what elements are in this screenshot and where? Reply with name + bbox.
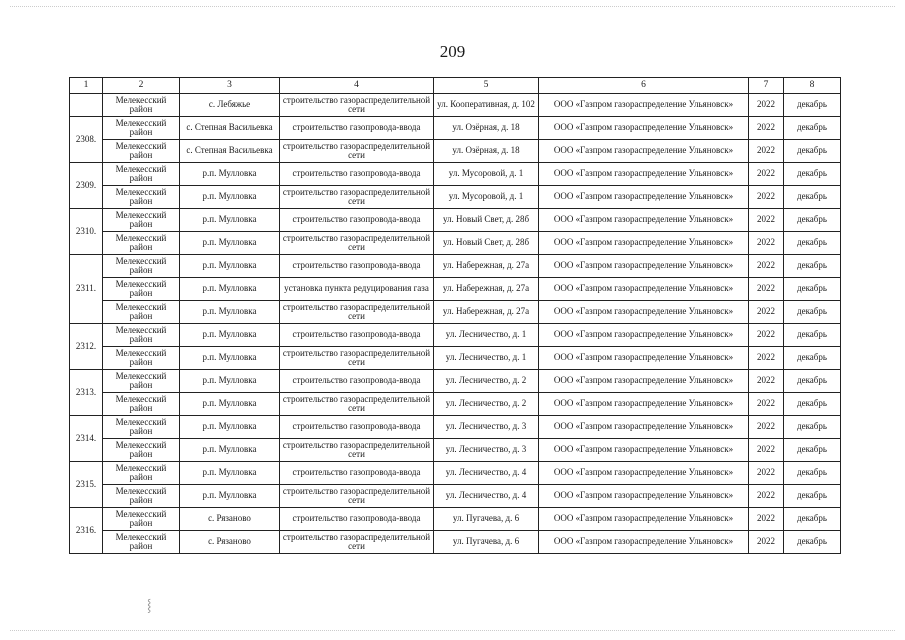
year-cell: 2022 bbox=[749, 393, 784, 416]
work-type-cell: строительство газопровода-ввода bbox=[280, 209, 434, 232]
header-col-3: 3 bbox=[180, 78, 280, 94]
year-cell: 2022 bbox=[749, 370, 784, 393]
locality-cell: с. Лебяжье bbox=[180, 94, 280, 117]
address-cell: ул. Озёрная, д. 18 bbox=[434, 140, 539, 163]
page-number: 209 bbox=[439, 42, 466, 61]
header-col-8: 8 bbox=[784, 78, 841, 94]
year-cell: 2022 bbox=[749, 439, 784, 462]
organization-cell: ООО «Газпром газораспределение Ульяновск» bbox=[539, 301, 749, 324]
table-row bbox=[70, 416, 841, 439]
header-col-7: 7 bbox=[749, 78, 784, 94]
work-type-cell: строительство газопровода-ввода bbox=[280, 255, 434, 278]
table-row bbox=[70, 393, 841, 416]
organization-cell: ООО «Газпром газораспределение Ульяновск» bbox=[539, 462, 749, 485]
year-cell: 2022 bbox=[749, 186, 784, 209]
work-type-cell: строительство газораспределительной сети bbox=[280, 393, 434, 416]
header-col-5: 5 bbox=[434, 78, 539, 94]
gas-works-table bbox=[69, 77, 841, 554]
header-col-1: 1 bbox=[70, 78, 103, 94]
month-cell: декабрь bbox=[784, 508, 841, 531]
year-cell: 2022 bbox=[749, 163, 784, 186]
year-cell: 2022 bbox=[749, 209, 784, 232]
locality-cell: р.п. Мулловка bbox=[180, 278, 280, 301]
organization-cell: ООО «Газпром газораспределение Ульяновск» bbox=[539, 416, 749, 439]
table-row bbox=[70, 255, 841, 278]
month-cell: декабрь bbox=[784, 163, 841, 186]
locality-cell: р.п. Мулловка bbox=[180, 232, 280, 255]
month-cell: декабрь bbox=[784, 301, 841, 324]
month-cell: декабрь bbox=[784, 393, 841, 416]
scan-edge-bottom bbox=[10, 630, 895, 631]
district-cell: Мелекесский район bbox=[103, 462, 180, 485]
district-cell: Мелекесский район bbox=[103, 324, 180, 347]
item-number-cell: 2314. bbox=[70, 416, 103, 462]
locality-cell: р.п. Мулловка bbox=[180, 416, 280, 439]
organization-cell: ООО «Газпром газораспределение Ульяновск» bbox=[539, 163, 749, 186]
year-cell: 2022 bbox=[749, 324, 784, 347]
work-type-cell: установка пункта редуцирования газа bbox=[280, 278, 434, 301]
district-cell: Мелекесский район bbox=[103, 186, 180, 209]
item-number-cell: 2313. bbox=[70, 370, 103, 416]
district-cell: Мелекесский район bbox=[103, 531, 180, 554]
table-row bbox=[70, 94, 841, 117]
district-cell: Мелекесский район bbox=[103, 439, 180, 462]
table-row bbox=[70, 462, 841, 485]
district-cell: Мелекесский район bbox=[103, 485, 180, 508]
table-row bbox=[70, 439, 841, 462]
table-row bbox=[70, 186, 841, 209]
month-cell: декабрь bbox=[784, 416, 841, 439]
month-cell: декабрь bbox=[784, 347, 841, 370]
locality-cell: р.п. Мулловка bbox=[180, 347, 280, 370]
month-cell: декабрь bbox=[784, 140, 841, 163]
address-cell: ул. Мусоровой, д. 1 bbox=[434, 163, 539, 186]
address-cell: ул. Кооперативная, д. 102 bbox=[434, 94, 539, 117]
district-cell: Мелекесский район bbox=[103, 347, 180, 370]
table-row bbox=[70, 140, 841, 163]
item-number-cell: 2315. bbox=[70, 462, 103, 508]
address-cell: ул. Лесничество, д. 1 bbox=[434, 324, 539, 347]
address-cell: ул. Лесничество, д. 3 bbox=[434, 439, 539, 462]
month-cell: декабрь bbox=[784, 209, 841, 232]
organization-cell: ООО «Газпром газораспределение Ульяновск» bbox=[539, 347, 749, 370]
district-cell: Мелекесский район bbox=[103, 140, 180, 163]
organization-cell: ООО «Газпром газораспределение Ульяновск» bbox=[539, 255, 749, 278]
locality-cell: р.п. Мулловка bbox=[180, 163, 280, 186]
work-type-cell: строительство газораспределительной сети bbox=[280, 485, 434, 508]
table-row bbox=[70, 531, 841, 554]
year-cell: 2022 bbox=[749, 278, 784, 301]
organization-cell: ООО «Газпром газораспределение Ульяновск» bbox=[539, 186, 749, 209]
table-row bbox=[70, 485, 841, 508]
locality-cell: р.п. Мулловка bbox=[180, 324, 280, 347]
work-type-cell: строительство газораспределительной сети bbox=[280, 186, 434, 209]
month-cell: декабрь bbox=[784, 462, 841, 485]
address-cell: ул. Набережная, д. 27а bbox=[434, 255, 539, 278]
year-cell: 2022 bbox=[749, 485, 784, 508]
year-cell: 2022 bbox=[749, 232, 784, 255]
item-number-cell: 2312. bbox=[70, 324, 103, 370]
year-cell: 2022 bbox=[749, 94, 784, 117]
scan-edge-top bbox=[10, 6, 895, 7]
work-type-cell: строительство газораспределительной сети bbox=[280, 140, 434, 163]
district-cell: Мелекесский район bbox=[103, 393, 180, 416]
table-row bbox=[70, 370, 841, 393]
organization-cell: ООО «Газпром газораспределение Ульяновск» bbox=[539, 117, 749, 140]
header-row bbox=[70, 78, 841, 94]
district-cell: Мелекесский район bbox=[103, 94, 180, 117]
address-cell: ул. Пугачева, д. 6 bbox=[434, 508, 539, 531]
address-cell: ул. Новый Свет, д. 28б bbox=[434, 209, 539, 232]
table-row bbox=[70, 209, 841, 232]
year-cell: 2022 bbox=[749, 508, 784, 531]
header-col-2: 2 bbox=[103, 78, 180, 94]
work-type-cell: строительство газораспределительной сети bbox=[280, 94, 434, 117]
month-cell: декабрь bbox=[784, 324, 841, 347]
year-cell: 2022 bbox=[749, 347, 784, 370]
locality-cell: р.п. Мулловка bbox=[180, 370, 280, 393]
month-cell: декабрь bbox=[784, 94, 841, 117]
work-type-cell: строительство газораспределительной сети bbox=[280, 347, 434, 370]
item-number-cell: 2310. bbox=[70, 209, 103, 255]
month-cell: декабрь bbox=[784, 439, 841, 462]
district-cell: Мелекесский район bbox=[103, 117, 180, 140]
item-number-cell: 2316. bbox=[70, 508, 103, 554]
year-cell: 2022 bbox=[749, 462, 784, 485]
address-cell: ул. Лесничество, д. 2 bbox=[434, 370, 539, 393]
table-row bbox=[70, 347, 841, 370]
district-cell: Мелекесский район bbox=[103, 232, 180, 255]
year-cell: 2022 bbox=[749, 255, 784, 278]
district-cell: Мелекесский район bbox=[103, 301, 180, 324]
locality-cell: р.п. Мулловка bbox=[180, 301, 280, 324]
table-row bbox=[70, 278, 841, 301]
work-type-cell: строительство газораспределительной сети bbox=[280, 232, 434, 255]
year-cell: 2022 bbox=[749, 301, 784, 324]
year-cell: 2022 bbox=[749, 416, 784, 439]
month-cell: декабрь bbox=[784, 186, 841, 209]
month-cell: декабрь bbox=[784, 485, 841, 508]
locality-cell: с. Степная Васильевка bbox=[180, 140, 280, 163]
year-cell: 2022 bbox=[749, 140, 784, 163]
address-cell: ул. Лесничество, д. 1 bbox=[434, 347, 539, 370]
month-cell: декабрь bbox=[784, 255, 841, 278]
district-cell: Мелекесский район bbox=[103, 508, 180, 531]
organization-cell: ООО «Газпром газораспределение Ульяновск» bbox=[539, 531, 749, 554]
work-type-cell: строительство газопровода-ввода bbox=[280, 508, 434, 531]
table-row bbox=[70, 301, 841, 324]
month-cell: декабрь bbox=[784, 117, 841, 140]
address-cell: ул. Лесничество, д. 4 bbox=[434, 485, 539, 508]
district-cell: Мелекесский район bbox=[103, 416, 180, 439]
year-cell: 2022 bbox=[749, 117, 784, 140]
locality-cell: с. Рязаново bbox=[180, 508, 280, 531]
organization-cell: ООО «Газпром газораспределение Ульяновск» bbox=[539, 508, 749, 531]
locality-cell: р.п. Мулловка bbox=[180, 393, 280, 416]
locality-cell: р.п. Мулловка bbox=[180, 462, 280, 485]
header-col-6: 6 bbox=[539, 78, 749, 94]
locality-cell: с. Рязаново bbox=[180, 531, 280, 554]
locality-cell: р.п. Мулловка bbox=[180, 209, 280, 232]
month-cell: декабрь bbox=[784, 232, 841, 255]
work-type-cell: строительство газопровода-ввода bbox=[280, 163, 434, 186]
address-cell: ул. Лесничество, д. 4 bbox=[434, 462, 539, 485]
organization-cell: ООО «Газпром газораспределение Ульяновск» bbox=[539, 370, 749, 393]
month-cell: декабрь bbox=[784, 370, 841, 393]
address-cell: ул. Пугачева, д. 6 bbox=[434, 531, 539, 554]
table-row bbox=[70, 324, 841, 347]
address-cell: ул. Набережная, д. 27а bbox=[434, 278, 539, 301]
table-row bbox=[70, 508, 841, 531]
locality-cell: с. Степная Васильевка bbox=[180, 117, 280, 140]
organization-cell: ООО «Газпром газораспределение Ульяновск» bbox=[539, 140, 749, 163]
item-number-cell bbox=[70, 94, 103, 117]
organization-cell: ООО «Газпром газораспределение Ульяновск» bbox=[539, 393, 749, 416]
header-col-4: 4 bbox=[280, 78, 434, 94]
scan-speck: ⸾ bbox=[147, 598, 152, 612]
organization-cell: ООО «Газпром газораспределение Ульяновск» bbox=[539, 278, 749, 301]
address-cell: ул. Мусоровой, д. 1 bbox=[434, 186, 539, 209]
work-type-cell: строительство газопровода-ввода bbox=[280, 416, 434, 439]
address-cell: ул. Лесничество, д. 2 bbox=[434, 393, 539, 416]
address-cell: ул. Лесничество, д. 3 bbox=[434, 416, 539, 439]
table-row bbox=[70, 232, 841, 255]
address-cell: ул. Озёрная, д. 18 bbox=[434, 117, 539, 140]
item-number-cell: 2308. bbox=[70, 117, 103, 163]
work-type-cell: строительство газопровода-ввода bbox=[280, 324, 434, 347]
work-type-cell: строительство газопровода-ввода bbox=[280, 462, 434, 485]
table-row bbox=[70, 163, 841, 186]
work-type-cell: строительство газораспределительной сети bbox=[280, 301, 434, 324]
table-body bbox=[70, 94, 841, 554]
organization-cell: ООО «Газпром газораспределение Ульяновск» bbox=[539, 232, 749, 255]
organization-cell: ООО «Газпром газораспределение Ульяновск» bbox=[539, 94, 749, 117]
address-cell: ул. Набережная, д. 27а bbox=[434, 301, 539, 324]
month-cell: декабрь bbox=[784, 278, 841, 301]
district-cell: Мелекесский район bbox=[103, 163, 180, 186]
locality-cell: р.п. Мулловка bbox=[180, 186, 280, 209]
district-cell: Мелекесский район bbox=[103, 209, 180, 232]
district-cell: Мелекесский район bbox=[103, 370, 180, 393]
year-cell: 2022 bbox=[749, 531, 784, 554]
work-type-cell: строительство газопровода-ввода bbox=[280, 370, 434, 393]
item-number-cell: 2309. bbox=[70, 163, 103, 209]
district-cell: Мелекесский район bbox=[103, 255, 180, 278]
locality-cell: р.п. Мулловка bbox=[180, 255, 280, 278]
work-type-cell: строительство газопровода-ввода bbox=[280, 117, 434, 140]
organization-cell: ООО «Газпром газораспределение Ульяновск» bbox=[539, 324, 749, 347]
district-cell: Мелекесский район bbox=[103, 278, 180, 301]
organization-cell: ООО «Газпром газораспределение Ульяновск» bbox=[539, 485, 749, 508]
work-type-cell: строительство газораспределительной сети bbox=[280, 439, 434, 462]
organization-cell: ООО «Газпром газораспределение Ульяновск» bbox=[539, 439, 749, 462]
locality-cell: р.п. Мулловка bbox=[180, 439, 280, 462]
month-cell: декабрь bbox=[784, 531, 841, 554]
table-row bbox=[70, 117, 841, 140]
locality-cell: р.п. Мулловка bbox=[180, 485, 280, 508]
work-type-cell: строительство газораспределительной сети bbox=[280, 531, 434, 554]
address-cell: ул. Новый Свет, д. 28б bbox=[434, 232, 539, 255]
item-number-cell: 2311. bbox=[70, 255, 103, 324]
organization-cell: ООО «Газпром газораспределение Ульяновск» bbox=[539, 209, 749, 232]
